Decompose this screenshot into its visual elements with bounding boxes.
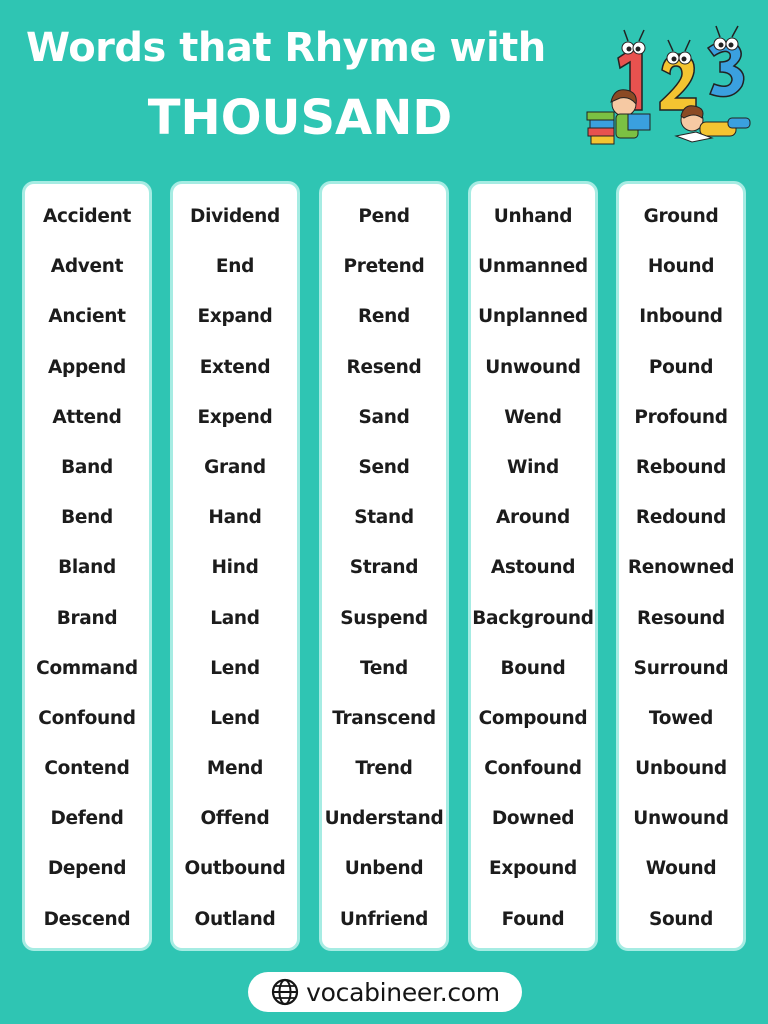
rhyme-word: Found [501, 908, 565, 930]
kids-reading-with-numbers-123-illustration [584, 18, 754, 150]
rhyme-word: Extend [199, 356, 271, 378]
rhyme-word: Lend [210, 707, 260, 729]
rhyme-word: Rebound [635, 456, 727, 478]
rhyme-word: Unbend [344, 858, 424, 880]
globe-icon [270, 977, 300, 1007]
rhyme-word: Rend [357, 306, 410, 328]
word-column-1 [22, 181, 152, 951]
rhyme-word: Send [358, 456, 410, 478]
rhyme-word: Towed [648, 707, 714, 729]
rhyme-word: Suspend [340, 607, 428, 629]
rhyme-word: Astound [490, 557, 576, 579]
rhyme-word: Renowned [627, 557, 735, 579]
page-title-line-2: THOUSAND [147, 90, 453, 146]
boy-reading [676, 106, 750, 142]
rhyme-word: Confound [38, 707, 136, 729]
page-title-line-1: Words that Rhyme with [26, 25, 546, 71]
rhyme-word: Pend [358, 206, 410, 227]
rhyme-word: End [215, 256, 255, 278]
rhyme-word: Ancient [48, 306, 126, 328]
rhyme-word: Bound [500, 657, 566, 679]
rhyme-word: Compound [478, 707, 588, 729]
rhyme-word: Contend [44, 758, 130, 780]
rhyme-word: Trend [355, 758, 413, 780]
rhyme-word: Unbound [635, 758, 727, 780]
rhyme-word: Hind [211, 557, 259, 579]
rhyme-word: Around [496, 507, 570, 529]
rhyme-word: Unplanned [478, 306, 588, 328]
rhyme-word: Depend [47, 858, 127, 880]
rhyme-word: Unwound [633, 808, 729, 830]
word-column-2 [170, 181, 300, 951]
rhyme-word: Mend [206, 758, 264, 780]
rhyme-word: Offend [200, 808, 270, 830]
rhyme-word: Resend [346, 356, 422, 378]
rhyme-word: Background [472, 607, 594, 629]
rhyme-word: Dividend [190, 206, 280, 227]
rhyme-word: Surround [633, 657, 729, 679]
rhyme-word: Confound [484, 758, 582, 780]
number-two-character [660, 40, 696, 110]
rhyme-word: Wend [504, 406, 562, 428]
rhyme-word: Command [36, 657, 138, 679]
rhyme-word: Expand [197, 306, 273, 328]
book-stack [587, 112, 614, 144]
rhyme-word: Stand [354, 507, 414, 529]
number-three-character [708, 26, 744, 97]
rhyme-word: Wind [507, 456, 559, 478]
rhyme-word: Outbound [184, 858, 286, 880]
rhyme-word: Band [61, 456, 113, 478]
rhyme-word: Expend [197, 406, 273, 428]
rhyme-word: Inbound [639, 306, 723, 328]
rhyme-word: Bend [61, 507, 113, 529]
rhyme-word: Unhand [493, 206, 573, 227]
website-url: vocabineer.com [306, 977, 500, 1007]
rhyme-word: Tend [360, 657, 408, 679]
rhyme-word: Pretend [343, 256, 425, 278]
rhyme-word: Land [210, 607, 260, 629]
rhyme-word: Descend [43, 908, 131, 930]
rhyme-word: Brand [56, 607, 118, 629]
rhyme-word: Strand [349, 557, 419, 579]
rhyme-word: Understand [324, 808, 444, 830]
rhyme-word: Transcend [332, 707, 436, 729]
rhyme-word: Accident [43, 206, 131, 227]
rhyme-word: Unmanned [478, 256, 588, 278]
rhyme-word: Wound [645, 858, 717, 880]
rhyme-word: Advent [50, 256, 124, 278]
website-badge[interactable] [248, 972, 522, 1012]
word-column-5 [616, 181, 746, 951]
rhyme-word: Defend [50, 808, 124, 830]
girl-reading [611, 90, 650, 138]
rhyme-word: Unfriend [339, 908, 429, 930]
word-column-4 [468, 181, 598, 951]
rhyme-words-columns [22, 181, 750, 955]
rhyme-word: Grand [204, 456, 266, 478]
rhyme-word: Bland [58, 557, 116, 579]
rhyme-word: Hand [208, 507, 262, 529]
rhyme-word: Sand [358, 406, 410, 428]
rhyme-word: Outland [194, 908, 276, 930]
rhyme-word: Unwound [485, 356, 581, 378]
rhyme-word: Downed [491, 808, 575, 830]
rhyme-word: Hound [647, 256, 715, 278]
rhyme-word: Sound [648, 908, 714, 930]
word-column-3 [319, 181, 449, 951]
rhyme-word: Pound [648, 356, 714, 378]
rhyme-word: Redound [635, 507, 727, 529]
rhyme-word: Append [48, 356, 126, 378]
rhyme-word: Expound [488, 858, 577, 880]
rhyme-word: Profound [634, 406, 728, 428]
rhyme-word: Ground [643, 206, 719, 227]
rhyme-word: Resound [637, 607, 725, 629]
rhyme-word: Attend [52, 406, 122, 428]
rhyme-word: Lend [210, 657, 260, 679]
